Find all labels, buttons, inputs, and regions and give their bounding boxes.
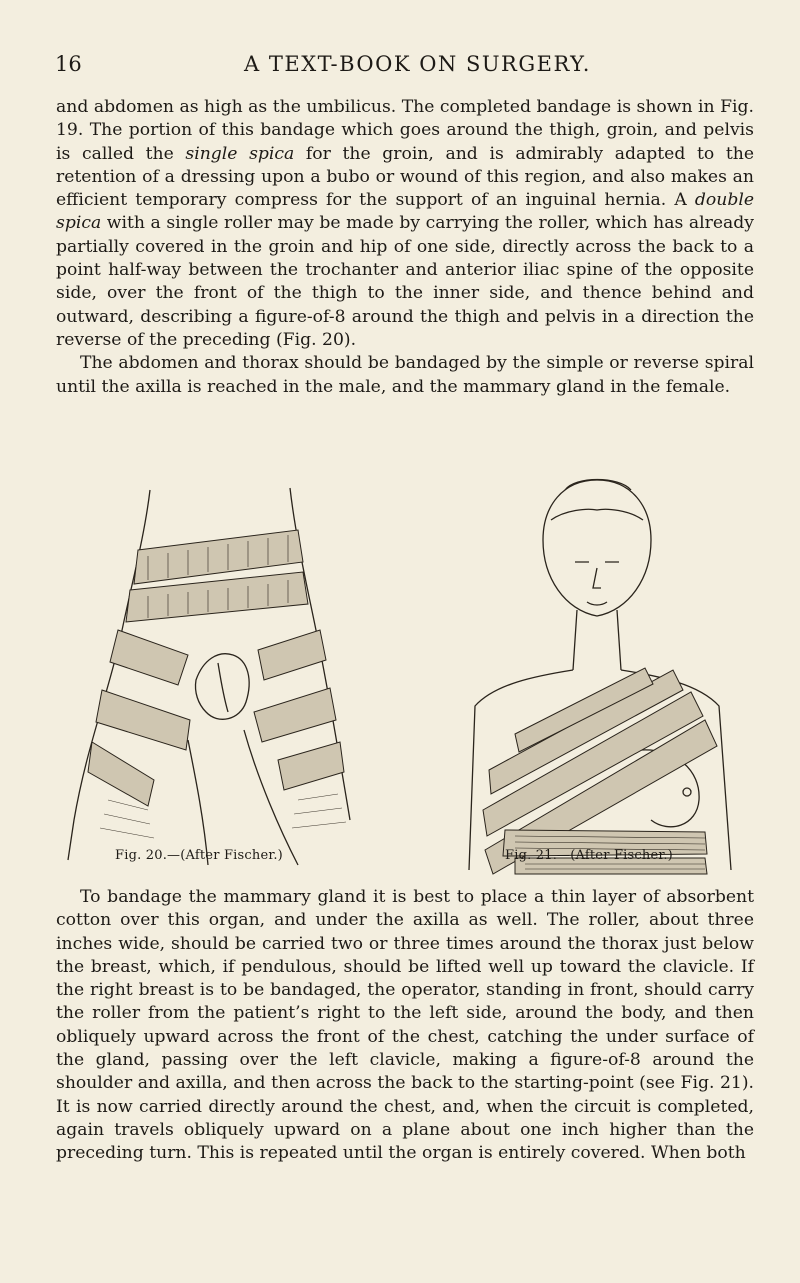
text-run: with a single roller may be made by carrying the roller, which has already partially covered in the groin and hip of one side, directly across the back to a point half-way between the trochanter and anterior iliac spine of the opposite side, over the front of the thigh to the inner side, and thence behind and outward, describing a figure-of-8 around the thigh and pelvis in a direction the reverse of the preceding (Fig. 20). <box>56 213 754 350</box>
figure-21-illustration <box>455 470 740 875</box>
page-number: 16 <box>55 52 82 76</box>
text-run: To bandage the mammary gland it is best to place a thin layer of absorbent cotton over this organ, and under the axilla as well. The roller, about three inches wide, should be carried two or three times around the thorax just below the breast, which, if pendulous, should be lifted well up toward the clavicle. If the right breast is to be bandaged, the operator, standing in front, should carry the roller from the patient’s right to the left side, around the body, and then obliquely upward across the front of the chest, catching the under surface of the gland, passing over the left clavicle, making a figure-of-8 around the shoulder and axilla, and then across the back to the starting-point (see Fig. 21). It is now carried directly around the chest, and, when the circuit is completed, again travels obliquely upward on a plane about one inch higher than the preceding turn. This is repeated until the organ is entirely covered. When both <box>56 887 754 1164</box>
figure-20-illustration <box>58 480 353 870</box>
page-header <box>55 52 740 82</box>
figure-20-caption: Fig. 20.—(After Fischer.) <box>115 848 283 863</box>
running-title: A TEXT-BOOK ON SURGERY. <box>244 52 591 76</box>
figure-21-caption: Fig. 21.—(After Fischer.) <box>505 848 673 863</box>
italic-term-single-spica: single spica <box>185 143 295 164</box>
text-run: and abdomen as high as the umbilicus. The completed bandage is shown in Fig. 19. The portion of this bandage which goes around the thigh, groin, and pelvis is called the <box>56 97 754 164</box>
paragraph-2 <box>56 886 754 1166</box>
text-run: for the groin, and is admirably adapted to the retention of a dressing upon a bubo or wound of this region, and also makes an efficient temporary compress for the support of an inguinal hernia. A <box>56 143 754 211</box>
italic-term-double-spica: double spica <box>56 190 754 234</box>
paragraph-1 <box>56 96 754 399</box>
text-run: The abdomen and thorax should be bandaged by the simple or reverse spiral until the axilla is reached in the male, and the mammary gland in the female. <box>56 353 754 397</box>
